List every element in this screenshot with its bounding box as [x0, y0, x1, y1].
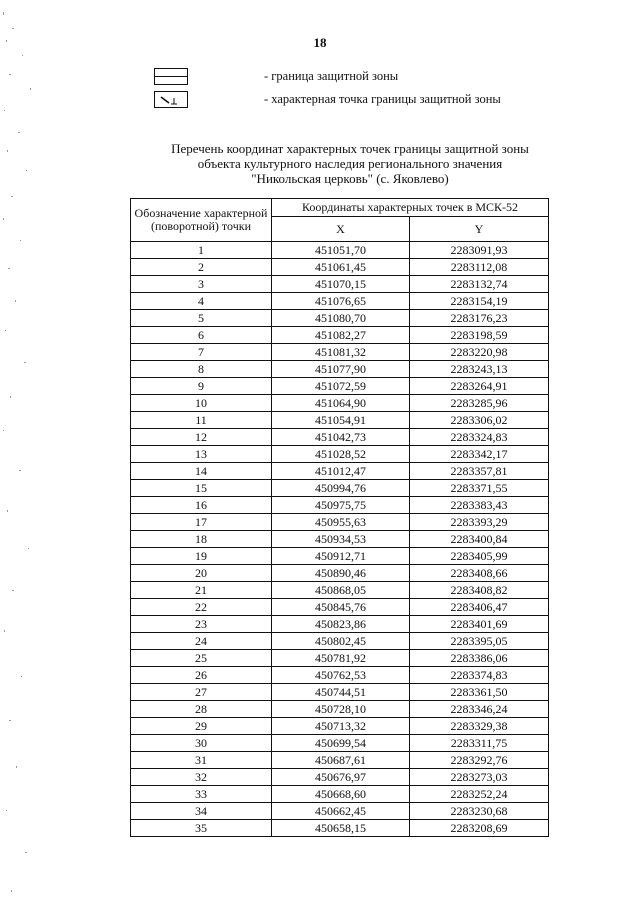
point-number-cell: 13 [131, 446, 272, 463]
y-coordinate-cell: 2283406,47 [410, 599, 549, 616]
point-number-cell: 32 [131, 769, 272, 786]
table-row [131, 463, 549, 480]
header-y: Y [410, 217, 549, 242]
y-coordinate-cell: 2283383,43 [410, 497, 549, 514]
x-coordinate-cell: 451028,52 [272, 446, 410, 463]
table-row [131, 276, 549, 293]
x-coordinate-cell: 450662,45 [272, 803, 410, 820]
y-coordinate-cell: 2283408,82 [410, 582, 549, 599]
point-number-cell: 24 [131, 633, 272, 650]
scan-noise [0, 0, 60, 905]
y-coordinate-cell: 2283230,68 [410, 803, 549, 820]
table-row [131, 497, 549, 514]
y-coordinate-cell: 2283306,02 [410, 412, 549, 429]
table-row [131, 361, 549, 378]
table-row [131, 667, 549, 684]
table-row [131, 803, 549, 820]
x-coordinate-cell: 450781,92 [272, 650, 410, 667]
x-coordinate-cell: 451080,70 [272, 310, 410, 327]
y-coordinate-cell: 2283405,99 [410, 548, 549, 565]
point-number-cell: 8 [131, 361, 272, 378]
point-number-cell: 6 [131, 327, 272, 344]
y-coordinate-cell: 2283401,69 [410, 616, 549, 633]
x-coordinate-cell: 451070,15 [272, 276, 410, 293]
table-row [131, 633, 549, 650]
legend-point [154, 89, 501, 109]
table-row [131, 293, 549, 310]
title-line-3: "Никольская церковь" (с. Яковлево) [251, 171, 449, 186]
document-title [0, 141, 640, 186]
y-coordinate-cell: 2283329,38 [410, 718, 549, 735]
table-row [131, 395, 549, 412]
table-row [131, 548, 549, 565]
point-number-cell: 30 [131, 735, 272, 752]
x-coordinate-cell: 450868,05 [272, 582, 410, 599]
x-coordinate-cell: 450699,54 [272, 735, 410, 752]
x-coordinate-cell: 450713,32 [272, 718, 410, 735]
table-row [131, 599, 549, 616]
point-number-cell: 5 [131, 310, 272, 327]
x-coordinate-cell: 451064,90 [272, 395, 410, 412]
table-row [131, 650, 549, 667]
table-row [131, 786, 549, 803]
point-number-cell: 14 [131, 463, 272, 480]
y-coordinate-cell: 2283091,93 [410, 242, 549, 259]
point-number-cell: 31 [131, 752, 272, 769]
x-coordinate-cell: 450668,60 [272, 786, 410, 803]
x-coordinate-cell: 450744,51 [272, 684, 410, 701]
title-line-1: Перечень координат характерных точек границы защитной зоны [171, 141, 529, 156]
y-coordinate-cell: 2283285,96 [410, 395, 549, 412]
table-row [131, 565, 549, 582]
x-coordinate-cell: 450994,76 [272, 480, 410, 497]
x-coordinate-cell: 450890,46 [272, 565, 410, 582]
point-number-cell: 27 [131, 684, 272, 701]
x-coordinate-cell: 450912,71 [272, 548, 410, 565]
legend-point-label: - характерная точка границы защитной зоны [264, 91, 501, 106]
boundary-line-icon [154, 68, 188, 85]
y-coordinate-cell: 2283311,75 [410, 735, 549, 752]
x-coordinate-cell: 451081,32 [272, 344, 410, 361]
y-coordinate-cell: 2283132,74 [410, 276, 549, 293]
x-coordinate-cell: 450676,97 [272, 769, 410, 786]
header-x: X [272, 217, 410, 242]
y-coordinate-cell: 2283264,91 [410, 378, 549, 395]
table-row [131, 344, 549, 361]
point-number-cell: 7 [131, 344, 272, 361]
table-row [131, 327, 549, 344]
y-coordinate-cell: 2283154,19 [410, 293, 549, 310]
point-number-cell: 15 [131, 480, 272, 497]
table-row [131, 259, 549, 276]
table-row [131, 735, 549, 752]
y-coordinate-cell: 2283408,66 [410, 565, 549, 582]
y-coordinate-cell: 2283220,98 [410, 344, 549, 361]
y-coordinate-cell: 2283393,29 [410, 514, 549, 531]
table-row [131, 820, 549, 837]
legend-boundary [154, 66, 399, 86]
table-row [131, 446, 549, 463]
x-coordinate-cell: 450762,53 [272, 667, 410, 684]
legend-boundary-label: - граница защитной зоны [264, 68, 399, 83]
characteristic-point-icon [154, 91, 188, 108]
y-coordinate-cell: 2283252,24 [410, 786, 549, 803]
y-coordinate-cell: 2283386,06 [410, 650, 549, 667]
table-row [131, 412, 549, 429]
table-row [131, 684, 549, 701]
point-number-cell: 19 [131, 548, 272, 565]
y-coordinate-cell: 2283342,17 [410, 446, 549, 463]
x-coordinate-cell: 450728,10 [272, 701, 410, 718]
y-coordinate-cell: 2283357,81 [410, 463, 549, 480]
x-coordinate-cell: 450975,75 [272, 497, 410, 514]
point-number-cell: 28 [131, 701, 272, 718]
x-coordinate-cell: 451082,27 [272, 327, 410, 344]
y-coordinate-cell: 2283273,03 [410, 769, 549, 786]
point-number-cell: 23 [131, 616, 272, 633]
coordinates-table [130, 198, 549, 837]
page-number: 18 [313, 35, 327, 50]
header-point: Обозначение характерной (поворотной) точки [131, 199, 272, 242]
y-coordinate-cell: 2283243,13 [410, 361, 549, 378]
x-coordinate-cell: 450802,45 [272, 633, 410, 650]
table-row [131, 531, 549, 548]
point-number-cell: 22 [131, 599, 272, 616]
point-number-cell: 33 [131, 786, 272, 803]
x-coordinate-cell: 451051,70 [272, 242, 410, 259]
table-row [131, 378, 549, 395]
x-coordinate-cell: 451042,73 [272, 429, 410, 446]
point-number-cell: 21 [131, 582, 272, 599]
x-coordinate-cell: 451077,90 [272, 361, 410, 378]
point-number-cell: 2 [131, 259, 272, 276]
point-number-cell: 35 [131, 820, 272, 837]
point-number-cell: 26 [131, 667, 272, 684]
point-number-cell: 3 [131, 276, 272, 293]
point-number-cell: 20 [131, 565, 272, 582]
point-number-cell: 1 [131, 242, 272, 259]
y-coordinate-cell: 2283374,83 [410, 667, 549, 684]
y-coordinate-cell: 2283112,08 [410, 259, 549, 276]
y-coordinate-cell: 2283198,59 [410, 327, 549, 344]
point-number-cell: 4 [131, 293, 272, 310]
y-coordinate-cell: 2283395,05 [410, 633, 549, 650]
table-row [131, 480, 549, 497]
x-coordinate-cell: 451061,45 [272, 259, 410, 276]
table-row [131, 242, 549, 259]
point-number-cell: 12 [131, 429, 272, 446]
point-number-cell: 34 [131, 803, 272, 820]
y-coordinate-cell: 2283371,55 [410, 480, 549, 497]
table-row [131, 582, 549, 599]
header-coords: Координаты характерных точек в МСК-52 [272, 199, 549, 217]
x-coordinate-cell: 450658,15 [272, 820, 410, 837]
x-coordinate-cell: 451054,91 [272, 412, 410, 429]
point-number-cell: 10 [131, 395, 272, 412]
title-line-2: объекта культурного наследия регионального значения [197, 156, 503, 171]
x-coordinate-cell: 450934,53 [272, 531, 410, 548]
table-row [131, 616, 549, 633]
point-number-cell: 17 [131, 514, 272, 531]
y-coordinate-cell: 2283208,69 [410, 820, 549, 837]
x-coordinate-cell: 450687,61 [272, 752, 410, 769]
y-coordinate-cell: 2283292,76 [410, 752, 549, 769]
y-coordinate-cell: 2283400,84 [410, 531, 549, 548]
point-number-cell: 25 [131, 650, 272, 667]
y-coordinate-cell: 2283346,24 [410, 701, 549, 718]
table-row [131, 752, 549, 769]
table-row [131, 429, 549, 446]
point-number-cell: 29 [131, 718, 272, 735]
coordinates-table-body [131, 242, 549, 837]
y-coordinate-cell: 2283324,83 [410, 429, 549, 446]
table-row [131, 701, 549, 718]
x-coordinate-cell: 451012,47 [272, 463, 410, 480]
table-row [131, 514, 549, 531]
x-coordinate-cell: 450845,76 [272, 599, 410, 616]
x-coordinate-cell: 450955,63 [272, 514, 410, 531]
table-row [131, 718, 549, 735]
y-coordinate-cell: 2283176,23 [410, 310, 549, 327]
x-coordinate-cell: 451072,59 [272, 378, 410, 395]
x-coordinate-cell: 451076,65 [272, 293, 410, 310]
x-coordinate-cell: 450823,86 [272, 616, 410, 633]
table-row [131, 769, 549, 786]
point-number-cell: 11 [131, 412, 272, 429]
point-number-cell: 9 [131, 378, 272, 395]
y-coordinate-cell: 2283361,50 [410, 684, 549, 701]
point-number-cell: 18 [131, 531, 272, 548]
point-number-cell: 16 [131, 497, 272, 514]
table-row [131, 310, 549, 327]
